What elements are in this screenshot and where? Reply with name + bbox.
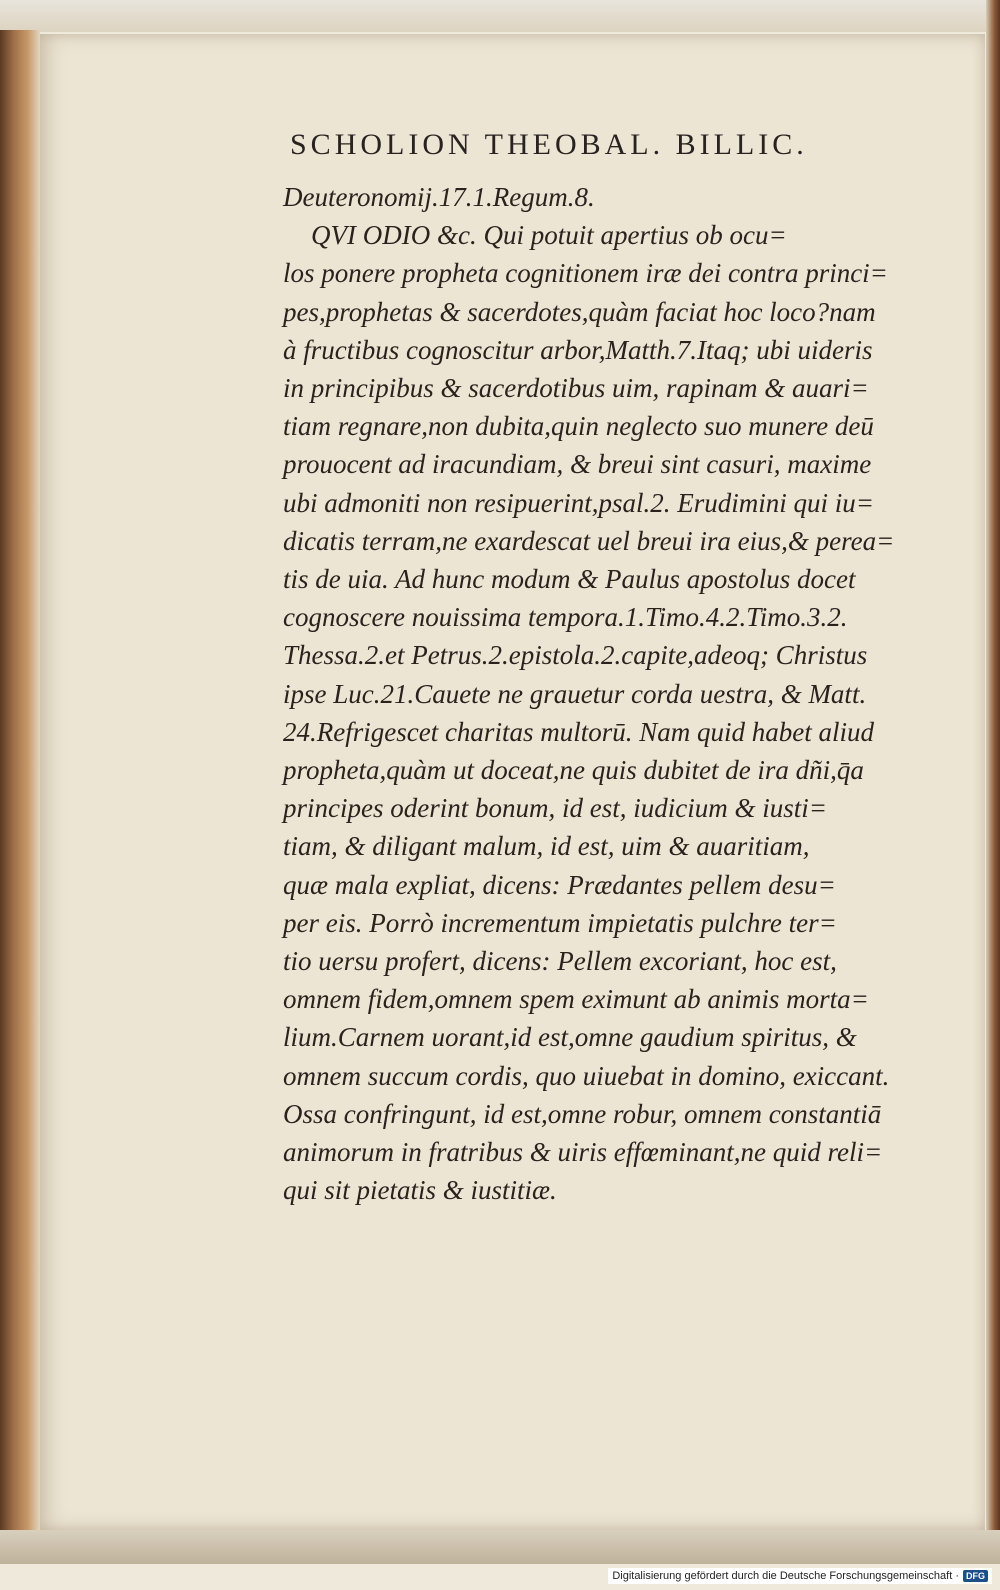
text-line: omnem fidem,omnem spem eximunt ab animis morta=: [283, 984, 869, 1015]
text-line: Ossa confringunt, id est,omne robur, omnem constantiā: [283, 1098, 882, 1129]
text-line: pes,prophetas & sacerdotes,quàm faciat hoc loco?nam: [283, 296, 876, 327]
text-line: QVI ODIO &c. Qui potuit apertius ob ocu=: [311, 220, 787, 251]
text-line: Thessa.2.et Petrus.2.epistola.2.capite,adeoq; Christus: [283, 640, 868, 671]
text-line: propheta,quàm ut doceat,ne quis dubitet de ira dñi,q̄a: [283, 755, 864, 786]
running-header: SCHOLION THEOBAL. BILLIC.: [290, 128, 808, 161]
text-line: in principibus & sacerdotibus uim, rapinam & auari=: [283, 373, 869, 404]
text-line: à fructibus cognoscitur arbor,Matth.7.Itaq; ubi uideris: [283, 334, 873, 365]
digitization-credit: [608, 1568, 992, 1584]
scan-border-top: [0, 0, 1000, 32]
text-line: dicatis terram,ne exardescat uel breui ira eius,& perea=: [283, 525, 895, 556]
text-line: animorum in fratribus & uiris effœminant,ne quid reli=: [283, 1137, 883, 1168]
book-spine-edge: [0, 30, 40, 1530]
text-line: tio uersu profert, dicens: Pellem excoriant, hoc est,: [283, 946, 837, 977]
text-line: ipse Luc.21.Cauete ne grauetur corda uestra, & Matt.: [283, 678, 867, 709]
text-line: Deuteronomij.17.1.Regum.8.: [283, 182, 595, 212]
text-line: omnem succum cordis, quo uiuebat in domino, exiccant.: [283, 1060, 890, 1091]
text-line: 24.Refrigescet charitas multorū. Nam quid habet aliud: [283, 716, 874, 747]
text-line: tis de uia. Ad hunc modum & Paulus apostolus docet: [283, 564, 856, 595]
text-line: qui sit pietatis & iustitiæ.: [283, 1175, 557, 1206]
text-line: cognoscere nouissima tempora.1.Timo.4.2.Timo.3.2.: [283, 602, 848, 633]
body-text: [283, 178, 923, 1209]
book-fore-edge: [986, 0, 1000, 1560]
scan-border-bottom: [0, 1530, 1000, 1564]
credit-text: Digitalisierung gefördert durch die Deutsche Forschungsgemeinschaft ·: [612, 1570, 959, 1582]
dfg-logo: DFG: [963, 1570, 988, 1582]
text-line: tiam, & diligant malum, id est, uim & auaritiam,: [283, 831, 810, 862]
text-line: los ponere propheta cognitionem iræ dei contra princi=: [283, 258, 888, 289]
text-line: lium.Carnem uorant,id est,omne gaudium spiritus, &: [283, 1022, 857, 1053]
text-line: ubi admoniti non resipuerint,psal.2. Erudimini qui iu=: [283, 487, 874, 518]
text-line: quæ mala expliat, dicens: Prædantes pellem desu=: [283, 869, 836, 900]
text-line: prouocent ad iracundiam, & breui sint casuri, maxime: [283, 449, 872, 480]
text-line: tiam regnare,non dubita,quin neglecto suo munere deū: [283, 411, 874, 442]
text-line: principes oderint bonum, id est, iudicium & iusti=: [283, 793, 827, 824]
text-line: per eis. Porrò incrementum impietatis pulchre ter=: [283, 907, 837, 938]
